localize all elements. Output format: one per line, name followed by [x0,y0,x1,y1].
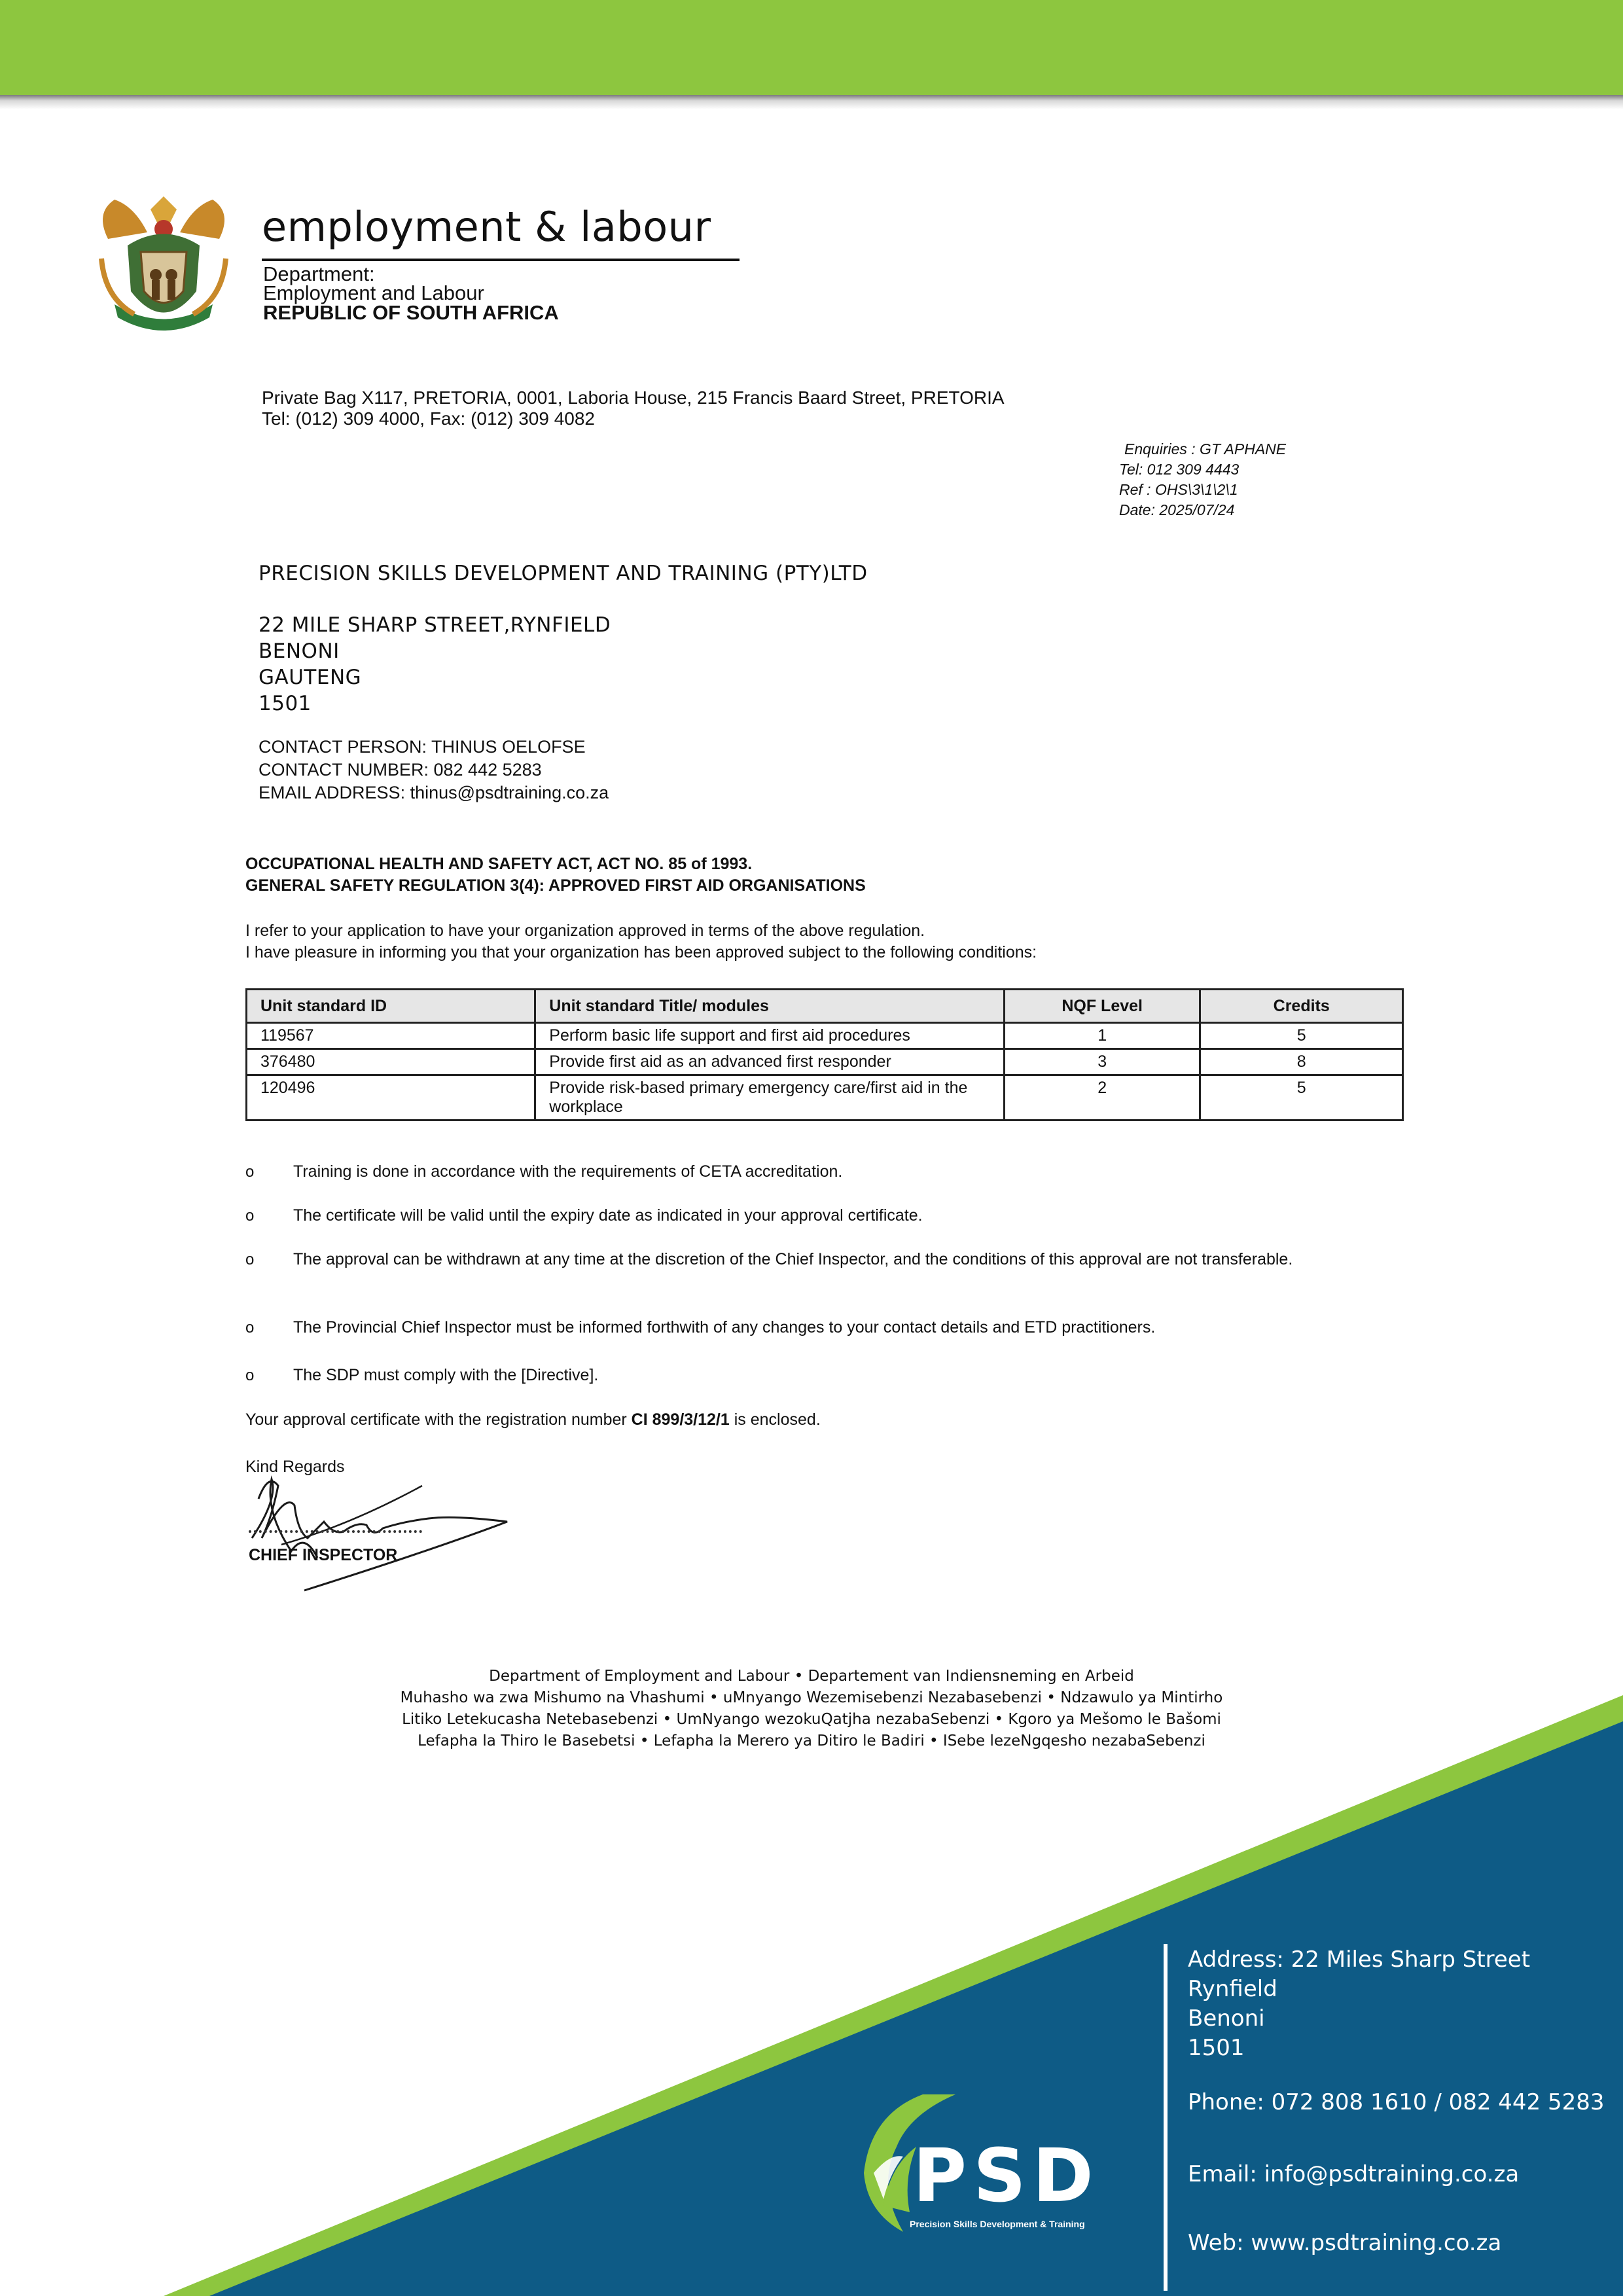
unit-standard-id: 376480 [247,1049,535,1075]
department-names-line: Department of Employment and Labour • Departement van Indiensneming en Arbeid [489,1668,1134,1685]
condition-text: The certificate will be valid until the expiry date as indicated in your approval certificate. [293,1206,923,1225]
condition-text: The SDP must comply with the [Directive]. [293,1366,599,1384]
recipient-address-line: GAUTENG [259,666,362,689]
column-header: Unit standard Title/ modules [535,990,1005,1023]
contact-person: CONTACT PERSON: THINUS OELOFSE [259,737,586,757]
department-names-line: Litiko Letekucasha Netebasebenzi • UmNyango wezokuQatjha nezabaSebenzi • Kgoro ya Mešomo le Bašomi [402,1711,1221,1728]
unit-standard-id: 120496 [247,1075,535,1121]
reference-number: Ref : OHS\3\1\2\1 [1119,481,1238,498]
footer-address-line: Address: 22 Miles Sharp Street [1188,1946,1531,1973]
top-green-band [0,0,1623,95]
nqf-level: 2 [1004,1075,1200,1121]
recipient-address-line: 1501 [259,692,312,715]
recipient-company: PRECISION SKILLS DEVELOPMENT AND TRAINING (PTY)LTD [259,562,868,585]
column-header: Unit standard ID [247,990,535,1023]
condition-text: The approval can be withdrawn at any time at the discretion of the Chief Inspector, and the conditions of this approval are not transferable. [293,1250,1293,1268]
signatory-title: CHIEF INSPECTOR [249,1546,398,1564]
footer-phone: Phone: 072 808 1610 / 082 442 5283 [1188,2089,1605,2115]
footer-banner [0,1676,1623,2296]
coat-of-arms-icon [88,193,239,337]
bullet-icon: o [245,1367,255,1384]
top-scan-shadow [0,95,1623,109]
table-row [247,1023,1403,1049]
footer-website-link[interactable]: Web: www.psdtraining.co.za [1188,2230,1502,2256]
column-header: Credits [1200,990,1403,1023]
certificate-sentence [245,1410,821,1429]
column-header: NQF Level [1004,990,1200,1023]
department-label: Department: [263,262,375,285]
table-header-row [247,990,1403,1023]
department-title: employment & labour [262,203,711,251]
certificate-prefix: Your approval certificate with the registration number [245,1410,632,1429]
contact-number: CONTACT NUMBER: 082 442 5283 [259,760,542,780]
letter-date: Date: 2025/07/24 [1119,501,1235,518]
condition-text: Training is done in accordance with the requirements of CETA accreditation. [293,1162,843,1181]
credits: 8 [1200,1049,1403,1075]
condition-text: The Provincial Chief Inspector must be informed forthwith of any changes to your contact details and ETD practitioners. [293,1318,1156,1336]
postal-address: Private Bag X117, PRETORIA, 0001, Laboria House, 215 Francis Baard Street, PRETORIA [262,387,1005,408]
footer-divider [1164,1944,1168,2291]
reference-tel: Tel: 012 309 4443 [1119,461,1240,478]
psd-logo-text: PSD [913,2134,1100,2219]
credits: 5 [1200,1075,1403,1121]
footer-email[interactable]: Email: info@psdtraining.co.za [1188,2161,1520,2187]
department-names-line: Muhasho wa zwa Mishumo na Vhashumi • uMnyango Wezemisebenzi Nezabasebenzi • Ndzawulo ya Mintirho [400,1689,1223,1706]
certificate-suffix: is enclosed. [729,1410,821,1429]
body-paragraph: I have pleasure in informing you that your organization has been approved subject to the following conditions: [245,943,1037,961]
kind-regards: Kind Regards [245,1458,345,1476]
unit-standard-title: Provide first aid as an advanced first responder [535,1049,1005,1075]
credits: 5 [1200,1023,1403,1049]
bullet-icon: o [245,1163,255,1181]
subject-line: OCCUPATIONAL HEALTH AND SAFETY ACT, ACT NO. 85 of 1993. [245,855,753,873]
contact-email: EMAIL ADDRESS: thinus@psdtraining.co.za [259,783,609,802]
department-name: Employment and Labour [263,281,484,304]
body-paragraph: I refer to your application to have your organization approved in terms of the above regulation. [245,922,925,940]
nqf-level: 1 [1004,1023,1200,1049]
table-row [247,1075,1403,1121]
subject-regulation: GENERAL SAFETY REGULATION 3(4): APPROVED FIRST AID ORGANISATIONS [245,876,866,895]
department-names-line: Lefapha la Thiro le Basebetsi • Lefapha la Merero ya Ditiro le Badiri • ISebe lezeNgqesho nezabaSebenzi [418,1732,1205,1749]
country-name: REPUBLIC OF SOUTH AFRICA [263,301,559,324]
recipient-address-line: 22 MILE SHARP STREET,RYNFIELD [259,613,611,637]
unit-standard-title: Perform basic life support and first aid procedures [535,1023,1005,1049]
signature-line [249,1530,422,1533]
unit-standards-table [245,988,1404,1121]
psd-logo-tagline: Precision Skills Development & Training [910,2219,1085,2229]
footer-address-line: Benoni [1188,2005,1265,2032]
certificate-number: CI 899/3/12/1 [631,1410,730,1429]
title-underline [262,259,740,261]
bullet-icon: o [245,1207,255,1225]
footer-address-line: Rynfield [1188,1976,1277,2002]
nqf-level: 3 [1004,1049,1200,1075]
footer-address-line: 1501 [1188,2035,1245,2061]
table-row [247,1049,1403,1075]
unit-standard-id: 119567 [247,1023,535,1049]
bullet-icon: o [245,1251,255,1268]
bullet-icon: o [245,1319,255,1336]
signature-image [232,1460,520,1597]
enquiries: Enquiries : GT APHANE [1124,440,1287,457]
recipient-address-line: BENONI [259,639,340,663]
telephone-line: Tel: (012) 309 4000, Fax: (012) 309 4082 [262,408,596,429]
unit-standard-title: Provide risk-based primary emergency care/first aid in the workplace [535,1075,1005,1121]
